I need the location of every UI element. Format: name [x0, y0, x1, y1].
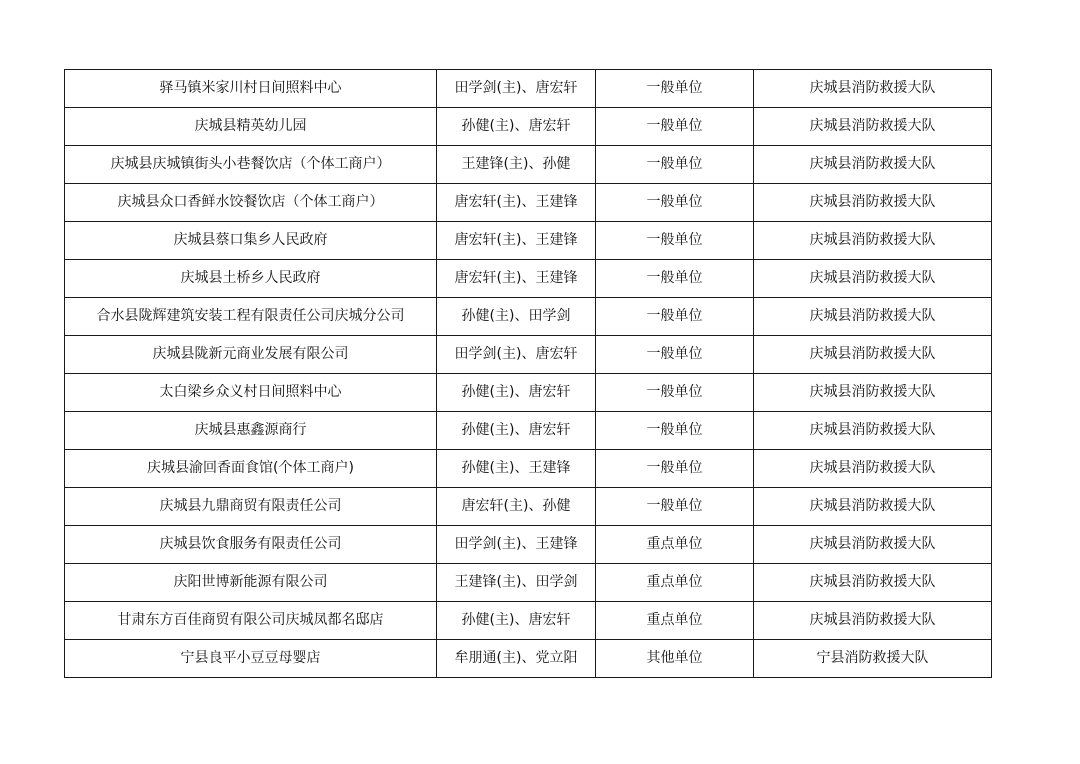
- inspectors-cell: 牟朋通(主)、党立阳: [437, 640, 596, 678]
- unit-name-cell: 驿马镇米家川村日间照料中心: [65, 70, 437, 108]
- department-cell: 庆城县消防救援大队: [754, 526, 992, 564]
- table-row: [65, 222, 992, 260]
- department-cell: 庆城县消防救援大队: [754, 222, 992, 260]
- table-row: [65, 564, 992, 602]
- department-cell: 庆城县消防救援大队: [754, 488, 992, 526]
- unit-type-cell: 一般单位: [596, 336, 754, 374]
- department-cell: 庆城县消防救援大队: [754, 108, 992, 146]
- table-row: [65, 412, 992, 450]
- department-cell: 庆城县消防救援大队: [754, 146, 992, 184]
- table-row: [65, 298, 992, 336]
- unit-name-cell: 甘肃东方百佳商贸有限公司庆城凤都名邸店: [65, 602, 437, 640]
- unit-type-cell: 一般单位: [596, 260, 754, 298]
- unit-type-cell: 一般单位: [596, 298, 754, 336]
- document-page: [64, 69, 991, 678]
- table-row: [65, 374, 992, 412]
- department-cell: 庆城县消防救援大队: [754, 298, 992, 336]
- unit-name-cell: 庆阳世博新能源有限公司: [65, 564, 437, 602]
- inspectors-cell: 王建锋(主)、孙健: [437, 146, 596, 184]
- inspectors-cell: 唐宏轩(主)、王建锋: [437, 260, 596, 298]
- inspectors-cell: 孙健(主)、唐宏轩: [437, 108, 596, 146]
- inspectors-cell: 孙健(主)、唐宏轩: [437, 602, 596, 640]
- unit-type-cell: 其他单位: [596, 640, 754, 678]
- unit-name-cell: 庆城县精英幼儿园: [65, 108, 437, 146]
- unit-name-cell: 庆城县渝回香面食馆(个体工商户): [65, 450, 437, 488]
- inspectors-cell: 唐宏轩(主)、孙健: [437, 488, 596, 526]
- inspectors-cell: 唐宏轩(主)、王建锋: [437, 184, 596, 222]
- unit-type-cell: 重点单位: [596, 526, 754, 564]
- department-cell: 庆城县消防救援大队: [754, 184, 992, 222]
- department-cell: 庆城县消防救援大队: [754, 602, 992, 640]
- table-row: [65, 184, 992, 222]
- unit-type-cell: 一般单位: [596, 450, 754, 488]
- unit-name-cell: 宁县良平小豆豆母婴店: [65, 640, 437, 678]
- unit-name-cell: 庆城县饮食服务有限责任公司: [65, 526, 437, 564]
- unit-type-cell: 重点单位: [596, 602, 754, 640]
- department-cell: 庆城县消防救援大队: [754, 336, 992, 374]
- table-row: [65, 336, 992, 374]
- unit-type-cell: 一般单位: [596, 488, 754, 526]
- unit-name-cell: 庆城县庆城镇街头小巷餐饮店（个体工商户）: [65, 146, 437, 184]
- department-cell: 宁县消防救援大队: [754, 640, 992, 678]
- inspectors-cell: 唐宏轩(主)、王建锋: [437, 222, 596, 260]
- unit-name-cell: 庆城县陇新元商业发展有限公司: [65, 336, 437, 374]
- unit-type-cell: 一般单位: [596, 184, 754, 222]
- unit-type-cell: 一般单位: [596, 374, 754, 412]
- inspectors-cell: 孙健(主)、王建锋: [437, 450, 596, 488]
- table-row: [65, 146, 992, 184]
- department-cell: 庆城县消防救援大队: [754, 70, 992, 108]
- unit-name-cell: 庆城县土桥乡人民政府: [65, 260, 437, 298]
- unit-name-cell: 庆城县惠鑫源商行: [65, 412, 437, 450]
- inspectors-cell: 孙健(主)、唐宏轩: [437, 412, 596, 450]
- inspectors-cell: 田学剑(主)、唐宏轩: [437, 336, 596, 374]
- unit-type-cell: 一般单位: [596, 222, 754, 260]
- unit-type-cell: 一般单位: [596, 412, 754, 450]
- unit-type-cell: 一般单位: [596, 146, 754, 184]
- department-cell: 庆城县消防救援大队: [754, 450, 992, 488]
- unit-type-cell: 一般单位: [596, 108, 754, 146]
- department-cell: 庆城县消防救援大队: [754, 412, 992, 450]
- unit-name-cell: 太白梁乡众义村日间照料中心: [65, 374, 437, 412]
- inspectors-cell: 田学剑(主)、唐宏轩: [437, 70, 596, 108]
- table-row: [65, 108, 992, 146]
- inspectors-cell: 孙健(主)、唐宏轩: [437, 374, 596, 412]
- inspection-table: [64, 69, 992, 678]
- table-row: [65, 450, 992, 488]
- table-body: [65, 70, 992, 678]
- table-row: [65, 640, 992, 678]
- unit-type-cell: 重点单位: [596, 564, 754, 602]
- unit-name-cell: 庆城县九鼎商贸有限责任公司: [65, 488, 437, 526]
- table-row: [65, 260, 992, 298]
- unit-type-cell: 一般单位: [596, 70, 754, 108]
- department-cell: 庆城县消防救援大队: [754, 564, 992, 602]
- inspectors-cell: 王建锋(主)、田学剑: [437, 564, 596, 602]
- department-cell: 庆城县消防救援大队: [754, 374, 992, 412]
- table-row: [65, 70, 992, 108]
- unit-name-cell: 庆城县众口香鲜水饺餐饮店（个体工商户）: [65, 184, 437, 222]
- table-row: [65, 602, 992, 640]
- unit-name-cell: 合水县陇辉建筑安装工程有限责任公司庆城分公司: [65, 298, 437, 336]
- unit-name-cell: 庆城县蔡口集乡人民政府: [65, 222, 437, 260]
- table-row: [65, 526, 992, 564]
- inspectors-cell: 孙健(主)、田学剑: [437, 298, 596, 336]
- table-row: [65, 488, 992, 526]
- inspectors-cell: 田学剑(主)、王建锋: [437, 526, 596, 564]
- department-cell: 庆城县消防救援大队: [754, 260, 992, 298]
